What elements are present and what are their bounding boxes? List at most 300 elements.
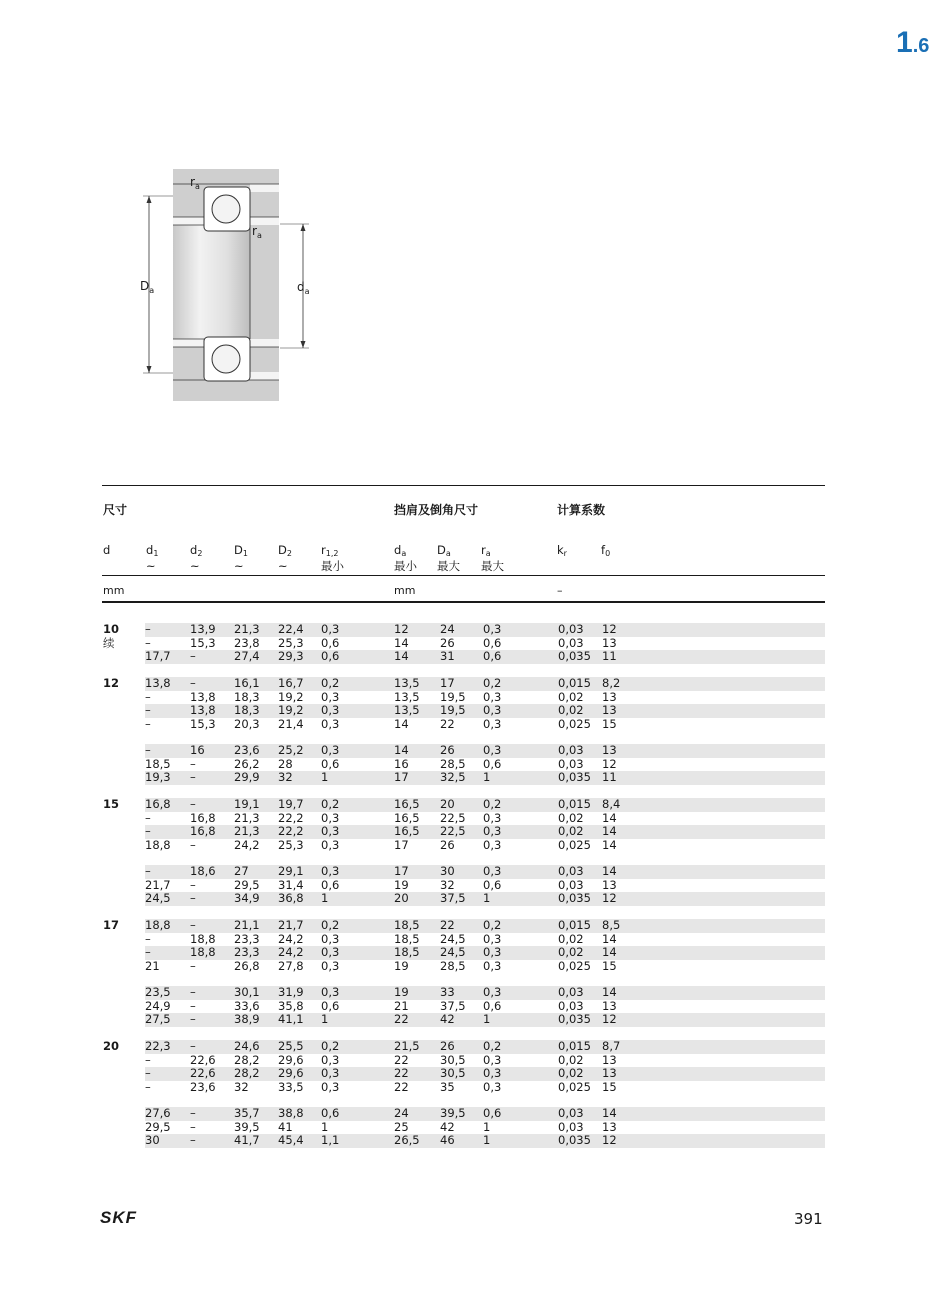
cell-D1: 29,9 <box>234 770 260 784</box>
cell-D1: 26,8 <box>234 958 260 973</box>
cell-ra: 0,2 <box>483 1039 502 1053</box>
cell-da: 16,5 <box>394 797 420 811</box>
cell-f0: 14 <box>602 1106 617 1120</box>
table-row <box>145 960 825 974</box>
cell-ra: 0,6 <box>483 649 502 663</box>
table-row <box>145 986 825 1000</box>
cell-f0: 11 <box>602 649 617 663</box>
cell-da: 25 <box>394 1119 409 1134</box>
table-row <box>145 825 825 839</box>
table-row <box>145 1000 825 1014</box>
cell-Da: 42 <box>440 1119 455 1134</box>
cell-D1: 16,1 <box>234 676 260 690</box>
cell-D2: 36,8 <box>278 891 304 905</box>
cell-D2: 31,9 <box>278 985 304 999</box>
col-Da: $D_a$ 最大 <box>437 543 460 573</box>
cell-kr: 0,03 <box>558 1106 584 1120</box>
table-row <box>145 1134 825 1148</box>
cell-D2: 25,5 <box>278 1039 304 1053</box>
cell-kr: 0,02 <box>558 810 584 825</box>
table-row <box>145 691 825 705</box>
table-row <box>145 677 825 691</box>
cell-kr: 0,02 <box>558 824 584 838</box>
cell-r12: 1 <box>321 1119 329 1134</box>
cell-kr: 0,015 <box>558 1039 591 1053</box>
cell-d1: – <box>145 810 151 825</box>
cell-d2: 13,8 <box>190 689 216 704</box>
cell-r12: 0,6 <box>321 998 340 1013</box>
cell-da: 22 <box>394 1012 409 1026</box>
cell-f0: 15 <box>602 958 617 973</box>
cell-f0: 12 <box>602 622 617 636</box>
cell-f0: 13 <box>602 689 617 704</box>
cell-f0: 13 <box>602 1066 617 1080</box>
cell-f0: 15 <box>602 716 617 731</box>
table-row <box>145 650 825 664</box>
cell-d1: – <box>145 716 151 731</box>
cell-f0: 12 <box>602 1012 617 1026</box>
cell-ra: 0,3 <box>483 810 502 825</box>
cell-d1: – <box>145 864 151 878</box>
cell-D1: 32 <box>234 1079 249 1094</box>
cell-d2: – <box>190 649 196 663</box>
cell-Da: 30,5 <box>440 1066 466 1080</box>
cell-d2: – <box>190 756 196 771</box>
cell-D1: 28,2 <box>234 1066 260 1080</box>
cell-d1: – <box>145 689 151 704</box>
cell-ra: 1 <box>483 1012 491 1026</box>
cell-ra: 1 <box>483 770 491 784</box>
table-row <box>145 892 825 906</box>
cell-D1: 19,1 <box>234 797 260 811</box>
cell-D1: 18,3 <box>234 703 260 717</box>
cell-d2: 18,8 <box>190 931 216 946</box>
cell-Da: 26 <box>440 1039 455 1053</box>
table-row <box>145 919 825 933</box>
cell-Da: 20 <box>440 797 455 811</box>
cell-d1: 29,5 <box>145 1119 171 1134</box>
ra-top-label: $r_a$ <box>190 175 200 191</box>
col-d: d <box>103 543 111 557</box>
cell-da: 22 <box>394 1052 409 1067</box>
cell-d1: – <box>145 703 151 717</box>
cell-d1: 13,8 <box>145 676 171 690</box>
cell-d1: – <box>145 743 151 757</box>
cell-kr: 0,035 <box>558 1133 591 1147</box>
cell-d2: – <box>190 676 196 690</box>
cell-D1: 35,7 <box>234 1106 260 1120</box>
cell-r12: 0,3 <box>321 716 340 731</box>
cell-ra: 0,2 <box>483 797 502 811</box>
cell-d2: – <box>190 877 196 892</box>
cell-f0: 13 <box>602 998 617 1013</box>
cell-d2: – <box>190 891 196 905</box>
cell-f0: 8,5 <box>602 918 621 932</box>
cell-D2: 22,2 <box>278 810 304 825</box>
cell-D2: 29,6 <box>278 1052 304 1067</box>
cell-D1: 33,6 <box>234 998 260 1013</box>
cell-Da: 22,5 <box>440 824 466 838</box>
cell-d2: – <box>190 998 196 1013</box>
cell-Da: 42 <box>440 1012 455 1026</box>
group-dimensions: 尺寸 <box>103 503 128 517</box>
table-row <box>145 1067 825 1081</box>
cell-ra: 0,3 <box>483 622 502 636</box>
cell-D1: 23,3 <box>234 945 260 959</box>
cell-r12: 1 <box>321 770 329 784</box>
cell-da: 13,5 <box>394 676 420 690</box>
cell-ra: 0,3 <box>483 958 502 973</box>
cell-da: 19 <box>394 985 409 999</box>
cell-d1: 22,3 <box>145 1039 171 1053</box>
table-row <box>145 744 825 758</box>
cell-kr: 0,02 <box>558 1052 584 1067</box>
cell-d1: 21,7 <box>145 877 171 892</box>
cell-ra: 0,6 <box>483 1106 502 1120</box>
cell-f0: 8,7 <box>602 1039 621 1053</box>
cell-da: 13,5 <box>394 689 420 704</box>
cell-da: 16 <box>394 756 409 771</box>
bore-diameter: 17 <box>103 918 120 932</box>
cell-r12: 0,6 <box>321 756 340 771</box>
cell-ra: 0,3 <box>483 1066 502 1080</box>
cell-da: 14 <box>394 649 409 663</box>
cell-D2: 19,2 <box>278 689 304 704</box>
cell-kr: 0,03 <box>558 756 584 771</box>
cell-D2: 29,3 <box>278 649 304 663</box>
cell-Da: 35 <box>440 1079 455 1094</box>
cell-Da: 33 <box>440 985 455 999</box>
cell-kr: 0,015 <box>558 797 591 811</box>
cell-d1: 18,8 <box>145 918 171 932</box>
cell-kr: 0,035 <box>558 891 591 905</box>
cell-D2: 21,7 <box>278 918 304 932</box>
cell-D1: 24,2 <box>234 837 260 852</box>
cell-da: 20 <box>394 891 409 905</box>
cell-Da: 24 <box>440 622 455 636</box>
table-row <box>145 946 825 960</box>
cell-kr: 0,015 <box>558 676 591 690</box>
table-row <box>145 704 825 718</box>
cell-D2: 27,8 <box>278 958 304 973</box>
cell-ra: 0,3 <box>483 945 502 959</box>
cell-d1: 27,6 <box>145 1106 171 1120</box>
cell-f0: 12 <box>602 756 617 771</box>
cell-d1: 24,9 <box>145 998 171 1013</box>
cell-kr: 0,03 <box>558 864 584 878</box>
cell-da: 21 <box>394 998 409 1013</box>
cell-Da: 24,5 <box>440 931 466 946</box>
cell-Da: 22 <box>440 716 455 731</box>
table-top-rule <box>102 485 825 486</box>
cell-D2: 32 <box>278 770 293 784</box>
cell-D1: 28,2 <box>234 1052 260 1067</box>
page-number: 391 <box>794 1210 823 1228</box>
cell-D1: 29,5 <box>234 877 260 892</box>
cell-Da: 26 <box>440 635 455 650</box>
cell-Da: 39,5 <box>440 1106 466 1120</box>
cell-D2: 19,2 <box>278 703 304 717</box>
cell-r12: 1,1 <box>321 1133 340 1147</box>
cell-D1: 39,5 <box>234 1119 260 1134</box>
table-row <box>145 879 825 893</box>
cell-kr: 0,03 <box>558 1119 584 1134</box>
cell-kr: 0,02 <box>558 1066 584 1080</box>
cell-ra: 1 <box>483 1133 491 1147</box>
col-D1: $D_1$ ~ <box>234 543 248 573</box>
cell-r12: 0,3 <box>321 958 340 973</box>
cell-r12: 0,6 <box>321 1106 340 1120</box>
cell-r12: 0,2 <box>321 676 340 690</box>
cell-D2: 22,2 <box>278 824 304 838</box>
cell-r12: 0,6 <box>321 649 340 663</box>
cell-D2: 35,8 <box>278 998 304 1013</box>
cell-d1: 27,5 <box>145 1012 171 1026</box>
cell-f0: 15 <box>602 1079 617 1094</box>
cell-ra: 0,6 <box>483 877 502 892</box>
cell-da: 18,5 <box>394 931 420 946</box>
col-kr: $k_r$ <box>557 543 567 558</box>
skf-logo: SKF <box>100 1208 137 1227</box>
group-abutment: 挡肩及倒角尺寸 <box>394 503 479 517</box>
cell-ra: 1 <box>483 891 491 905</box>
cell-r12: 0,2 <box>321 797 340 811</box>
cell-da: 12 <box>394 622 409 636</box>
cell-kr: 0,03 <box>558 635 584 650</box>
cell-d2: – <box>190 1133 196 1147</box>
cell-d2: 22,6 <box>190 1052 216 1067</box>
cell-da: 17 <box>394 837 409 852</box>
table-row <box>145 1081 825 1095</box>
table-row <box>145 1013 825 1027</box>
cell-f0: 13 <box>602 743 617 757</box>
cell-D1: 27,4 <box>234 649 260 663</box>
cell-D2: 21,4 <box>278 716 304 731</box>
cell-d1: 23,5 <box>145 985 171 999</box>
cell-d2: 13,8 <box>190 703 216 717</box>
cell-da: 18,5 <box>394 945 420 959</box>
cell-D2: 41 <box>278 1119 293 1134</box>
cell-d2: 15,3 <box>190 716 216 731</box>
cell-d2: – <box>190 797 196 811</box>
cell-f0: 14 <box>602 931 617 946</box>
cell-ra: 0,3 <box>483 743 502 757</box>
cell-da: 14 <box>394 635 409 650</box>
cell-ra: 1 <box>483 1119 491 1134</box>
cell-D2: 29,1 <box>278 864 304 878</box>
cell-ra: 0,6 <box>483 635 502 650</box>
cell-r12: 0,6 <box>321 877 340 892</box>
cell-d2: – <box>190 985 196 999</box>
cell-f0: 8,2 <box>602 676 621 690</box>
cell-r12: 0,3 <box>321 622 340 636</box>
cell-d1: – <box>145 1066 151 1080</box>
cell-da: 17 <box>394 864 409 878</box>
cell-d2: 16,8 <box>190 824 216 838</box>
cell-D1: 21,3 <box>234 622 260 636</box>
cell-r12: 0,2 <box>321 1039 340 1053</box>
cell-D2: 22,4 <box>278 622 304 636</box>
cell-kr: 0,03 <box>558 998 584 1013</box>
cell-kr: 0,035 <box>558 649 591 663</box>
cell-Da: 28,5 <box>440 756 466 771</box>
cell-d1: – <box>145 945 151 959</box>
cell-r12: 0,2 <box>321 918 340 932</box>
cell-d2: – <box>190 1119 196 1134</box>
cell-d1: 21 <box>145 958 160 973</box>
cell-d1: – <box>145 1079 151 1094</box>
cell-f0: 13 <box>602 1119 617 1134</box>
cell-Da: 19,5 <box>440 689 466 704</box>
cell-D1: 20,3 <box>234 716 260 731</box>
cell-D2: 19,7 <box>278 797 304 811</box>
table-row <box>145 1107 825 1121</box>
cell-da: 14 <box>394 743 409 757</box>
cell-r12: 0,3 <box>321 689 340 704</box>
cell-Da: 22 <box>440 918 455 932</box>
units-top-rule <box>102 575 825 576</box>
cell-d1: – <box>145 1052 151 1067</box>
cell-D1: 26,2 <box>234 756 260 771</box>
cell-D2: 41,1 <box>278 1012 304 1026</box>
table-row <box>145 1121 825 1135</box>
section-number: 1.6 <box>896 26 930 59</box>
cell-d2: 13,9 <box>190 622 216 636</box>
cell-Da: 22,5 <box>440 810 466 825</box>
cell-kr: 0,03 <box>558 877 584 892</box>
cell-f0: 14 <box>602 985 617 999</box>
cell-f0: 14 <box>602 810 617 825</box>
cell-Da: 26 <box>440 837 455 852</box>
col-ra: $r_a$ 最大 <box>481 543 504 573</box>
cell-d1: 30 <box>145 1133 160 1147</box>
bearing-abutment-drawing <box>130 162 320 407</box>
cell-ra: 0,3 <box>483 931 502 946</box>
ra-inner-label: $r_a$ <box>252 224 262 240</box>
cell-r12: 0,3 <box>321 703 340 717</box>
cell-d2: 18,6 <box>190 864 216 878</box>
cell-f0: 13 <box>602 877 617 892</box>
cell-Da: 28,5 <box>440 958 466 973</box>
col-r12: $r_{1,2}$ 最小 <box>321 543 344 573</box>
cell-D1: 21,3 <box>234 824 260 838</box>
cell-r12: 1 <box>321 1012 329 1026</box>
cell-D2: 25,2 <box>278 743 304 757</box>
cell-r12: 0,3 <box>321 837 340 852</box>
cell-D1: 38,9 <box>234 1012 260 1026</box>
cell-da: 22 <box>394 1079 409 1094</box>
cell-kr: 0,03 <box>558 743 584 757</box>
cell-kr: 0,035 <box>558 770 591 784</box>
col-da: $d_a$ 最小 <box>394 543 417 573</box>
cell-D2: 25,3 <box>278 837 304 852</box>
unit-calc: – <box>557 584 563 597</box>
cell-Da: 37,5 <box>440 891 466 905</box>
col-d1: $d_1$ ~ <box>146 543 159 573</box>
table-row <box>145 865 825 879</box>
bore-diameter: 20 <box>103 1039 120 1053</box>
cell-Da: 30,5 <box>440 1052 466 1067</box>
cell-d1: – <box>145 931 151 946</box>
cell-da: 18,5 <box>394 918 420 932</box>
table-row <box>145 771 825 785</box>
cell-ra: 0,6 <box>483 998 502 1013</box>
cell-D2: 16,7 <box>278 676 304 690</box>
cell-da: 21,5 <box>394 1039 420 1053</box>
bore-diameter: 15 <box>103 797 120 811</box>
cell-D2: 24,2 <box>278 931 304 946</box>
bore-diameter: 12 <box>103 676 120 690</box>
cell-D1: 21,1 <box>234 918 260 932</box>
cell-Da: 19,5 <box>440 703 466 717</box>
cell-r12: 0,3 <box>321 824 340 838</box>
cell-kr: 0,025 <box>558 716 591 731</box>
cell-ra: 0,3 <box>483 716 502 731</box>
cell-D2: 45,4 <box>278 1133 304 1147</box>
cell-Da: 30 <box>440 864 455 878</box>
cell-ra: 0,3 <box>483 824 502 838</box>
cell-r12: 0,3 <box>321 945 340 959</box>
cell-r12: 0,3 <box>321 743 340 757</box>
table-row <box>145 1040 825 1054</box>
cell-ra: 0,2 <box>483 918 502 932</box>
cell-ra: 0,3 <box>483 1052 502 1067</box>
cell-r12: 0,6 <box>321 635 340 650</box>
cell-Da: 31 <box>440 649 455 663</box>
cell-d2: 18,8 <box>190 945 216 959</box>
cell-D1: 27 <box>234 864 249 878</box>
cell-kr: 0,03 <box>558 985 584 999</box>
cell-ra: 0,3 <box>483 837 502 852</box>
cell-kr: 0,015 <box>558 918 591 932</box>
cell-d2: – <box>190 770 196 784</box>
cell-f0: 8,4 <box>602 797 621 811</box>
cell-d2: 22,6 <box>190 1066 216 1080</box>
cell-da: 22 <box>394 1066 409 1080</box>
cell-d1: – <box>145 622 151 636</box>
cell-r12: 0,3 <box>321 931 340 946</box>
cell-Da: 17 <box>440 676 455 690</box>
cell-D2: 25,3 <box>278 635 304 650</box>
cell-d2: 16 <box>190 743 205 757</box>
cell-kr: 0,025 <box>558 958 591 973</box>
cell-d2: – <box>190 958 196 973</box>
cell-D1: 30,1 <box>234 985 260 999</box>
cell-f0: 13 <box>602 635 617 650</box>
cell-kr: 0,025 <box>558 1079 591 1094</box>
cell-Da: 46 <box>440 1133 455 1147</box>
cell-d1: – <box>145 824 151 838</box>
unit-abutment: mm <box>394 584 416 597</box>
cell-r12: 0,3 <box>321 864 340 878</box>
cell-f0: 14 <box>602 945 617 959</box>
cell-d2: 16,8 <box>190 810 216 825</box>
table-row <box>145 798 825 812</box>
cell-D1: 24,6 <box>234 1039 260 1053</box>
cell-Da: 32 <box>440 877 455 892</box>
table-row <box>145 839 825 853</box>
cell-f0: 13 <box>602 1052 617 1067</box>
table-row <box>145 718 825 732</box>
cell-da: 24 <box>394 1106 409 1120</box>
table-row <box>145 812 825 826</box>
cell-r12: 0,3 <box>321 1079 340 1094</box>
cell-d1: 16,8 <box>145 797 171 811</box>
cell-da: 14 <box>394 716 409 731</box>
cell-d1: 18,8 <box>145 837 171 852</box>
cell-ra: 0,3 <box>483 689 502 704</box>
cell-d2: – <box>190 1012 196 1026</box>
